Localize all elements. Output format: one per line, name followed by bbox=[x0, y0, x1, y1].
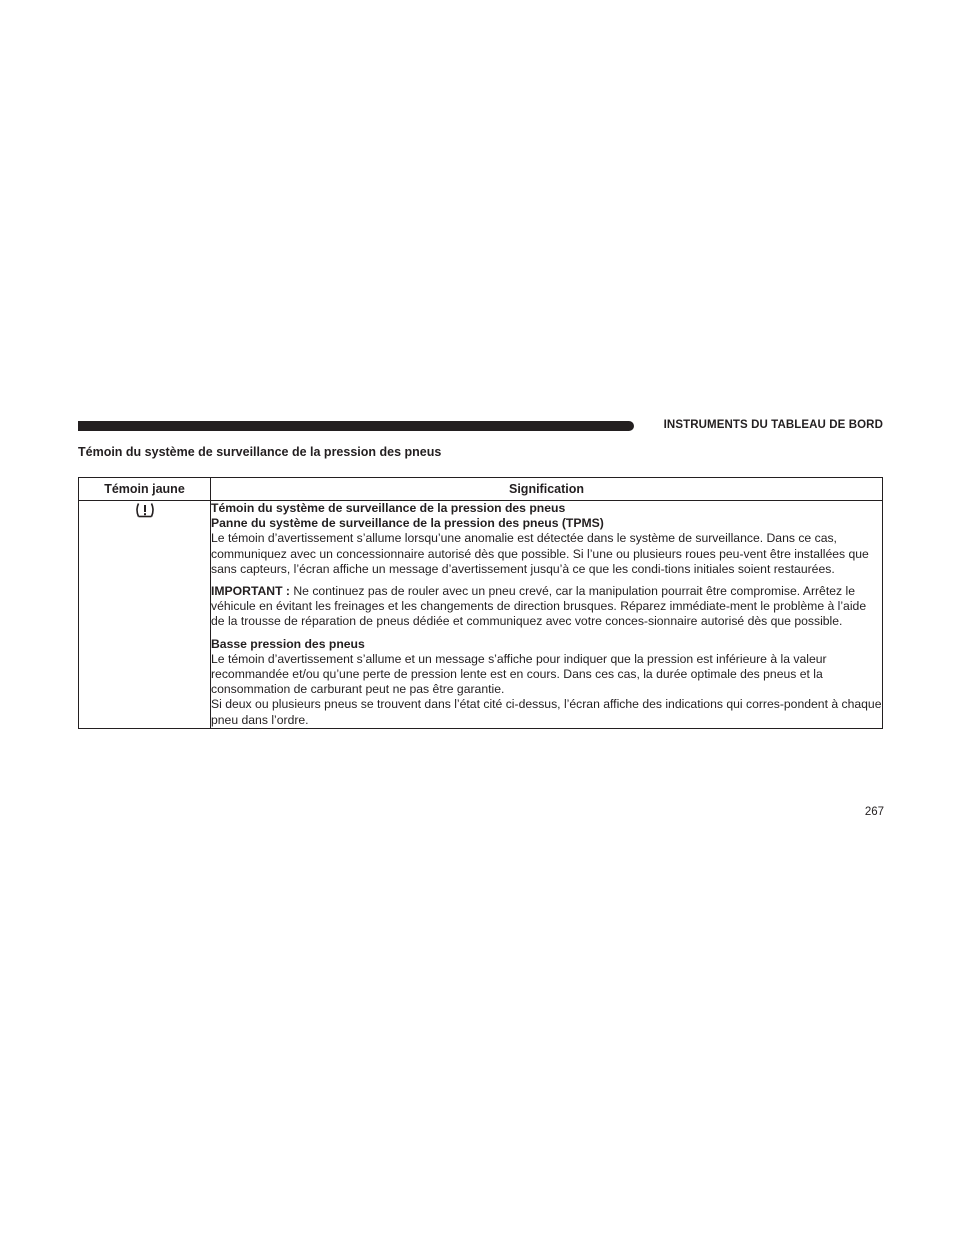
tpms-fault-title: Panne du système de surveillance de la pression des pneus (TPMS) bbox=[211, 516, 604, 531]
low-pressure-title: Basse pression des pneus bbox=[211, 636, 365, 651]
chapter-title: INSTRUMENTS DU TABLEAU DE BORD bbox=[663, 419, 883, 431]
important-text: Ne continuez pas de rouler avec un pneu crevé, car la manipulation pourrait être compromise. Arrêtez le véhicule en évitant les freinages et les changements de direction brusques. Réparez immédiate-ment le problème à l’aide de la trousse de réparation de pneus dédiée et communiquez avec votre conces-sionnaire autorisé dès que possible. bbox=[211, 584, 867, 629]
meaning-cell bbox=[211, 501, 883, 729]
warning-light-table bbox=[78, 477, 883, 729]
section-title: Témoin du système de surveillance de la pression des pneus bbox=[78, 445, 442, 459]
column-header-meaning: Signification bbox=[211, 478, 883, 501]
important-label: IMPORTANT : bbox=[211, 584, 290, 599]
tpms-title: Témoin du système de surveillance de la pression des pneus bbox=[211, 501, 566, 515]
page-number: 267 bbox=[864, 806, 884, 818]
icon-cell bbox=[79, 501, 211, 729]
table-header-row bbox=[79, 478, 883, 501]
multiple-tires-text: Si deux ou plusieurs pneus se trouvent dans l’état cité ci-dessus, l’écran affiche des indications qui corres-pondent à chaque pneu dans l’ordre. bbox=[211, 697, 882, 727]
tpms-fault-text: Le témoin d’avertissement s’allume lorsqu’une anomalie est détectée dans le système de surveillance. Dans ce cas, communiquez avec un concessionnaire autorisé dès que possible. Si l’une ou plusieurs roues peu-vent être installées que sans capteurs, l’écran affiche un message d’avertissement jusqu’à ce que les condi-tions initiales soient restaurées. bbox=[211, 531, 869, 576]
low-pressure-text: Le témoin d’avertissement s’allume et un message s’affiche pour indiquer que la pression est inférieure à la valeur recommandée et/ou qu’une perte de pression lente est en cours. Dans ces cas, la durée optimale des pneus et la consommation de carburant peut ne pas être garantie. bbox=[211, 651, 827, 697]
column-header-icon: Témoin jaune bbox=[79, 478, 211, 501]
table-row bbox=[79, 501, 883, 729]
tpms-warning-icon bbox=[134, 501, 156, 519]
header-rule bbox=[78, 421, 634, 431]
